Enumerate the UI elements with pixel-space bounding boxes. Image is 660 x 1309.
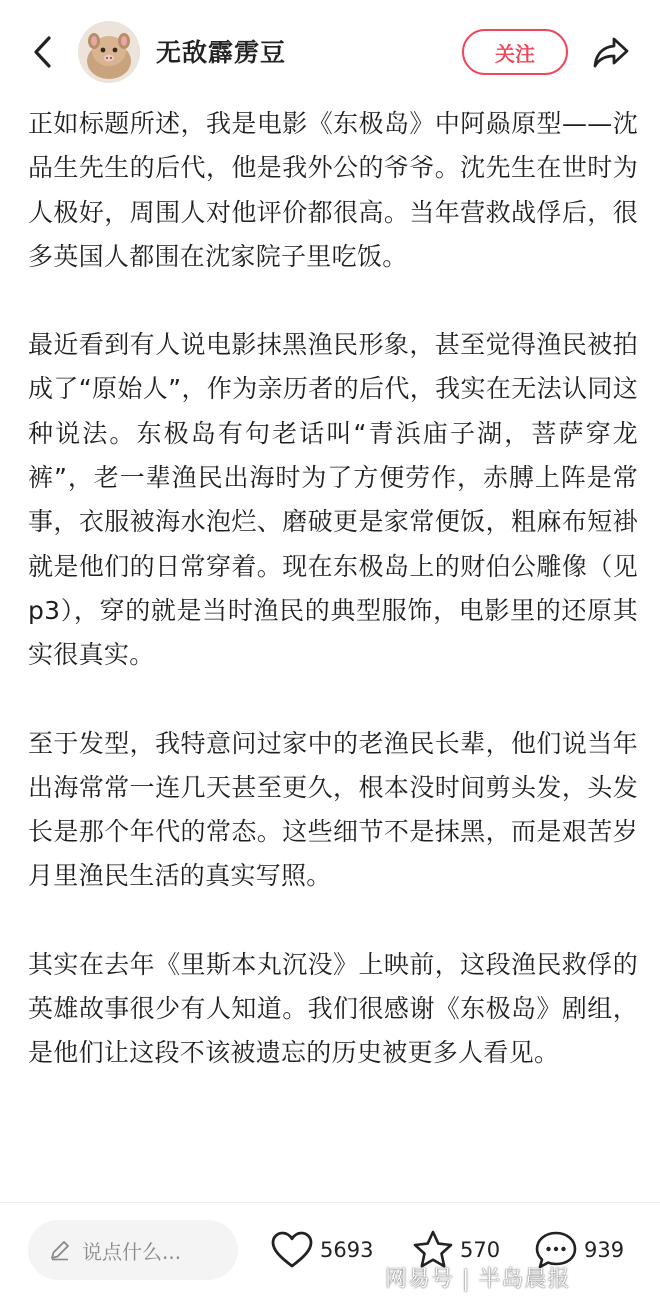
- bottom-divider: [0, 1202, 660, 1203]
- avatar-image: [78, 21, 140, 83]
- comment-count: 939: [584, 1238, 625, 1262]
- article-paragraph-2: 最近看到有人说电影抹黑渔民形象，甚至觉得渔民被拍成了“原始人”，作为亲历者的后代，我实在无法认同这种说法。东极岛有句老话叫“青浜庙子湖，菩萨穿龙裤”，老一辈渔民出海时为了方便劳作，赤膊上阵是常事，衣服被海水泡烂、磨破更是家常便饭，粗麻布短褂就是他们的日常穿着。现在东极岛上的财伯公雕像（见p3），穿的就是当时渔民的典型服饰，电影里的还原其实很真实。: [28, 330, 638, 670]
- source-watermark: 网易号 | 半岛晨报: [385, 1267, 571, 1292]
- back-button[interactable]: [22, 30, 62, 74]
- comment-placeholder: 说点什么...: [82, 1239, 182, 1264]
- article-paragraph-4: 其实在去年《里斯本丸沉没》上映前，这段渔民救俘的英雄故事很少有人知道。我们很感谢《东极岛》剧组，是他们让这段不该被遗忘的历史被更多人看见。: [28, 949, 638, 1068]
- chevron-left-icon: [31, 35, 53, 69]
- article-paragraph-1: 正如标题所述，我是电影《东极岛》中阿赑原型——沈品生先生的后代，他是我外公的爷爷。沈先生在世时为人极好，周围人对他评价都很高。当年营救战俘后，很多英国人都围在沈家院子里吃饭。: [28, 109, 638, 271]
- pencil-icon: [48, 1238, 72, 1262]
- share-arrow-icon: [592, 35, 630, 69]
- like-button[interactable]: [270, 1228, 373, 1272]
- share-button[interactable]: [590, 32, 632, 72]
- heart-icon: [270, 1230, 314, 1270]
- favorite-count: 570: [460, 1238, 501, 1262]
- author-name[interactable]: 无敌霹雳豆: [156, 38, 287, 67]
- article-body: [28, 102, 638, 1120]
- post-header: [0, 0, 660, 100]
- comment-input[interactable]: [28, 1220, 238, 1280]
- author-avatar[interactable]: [78, 21, 140, 83]
- follow-button[interactable]: 关注: [462, 29, 568, 75]
- article-paragraph-3: 至于发型，我特意问过家中的老渔民长辈，他们说当年出海常常一连几天甚至更久，根本没时间剪头发，头发长是那个年代的常态。这些细节不是抹黑，而是艰苦岁月里渔民生活的真实写照。: [28, 728, 638, 891]
- like-count: 5693: [320, 1238, 374, 1262]
